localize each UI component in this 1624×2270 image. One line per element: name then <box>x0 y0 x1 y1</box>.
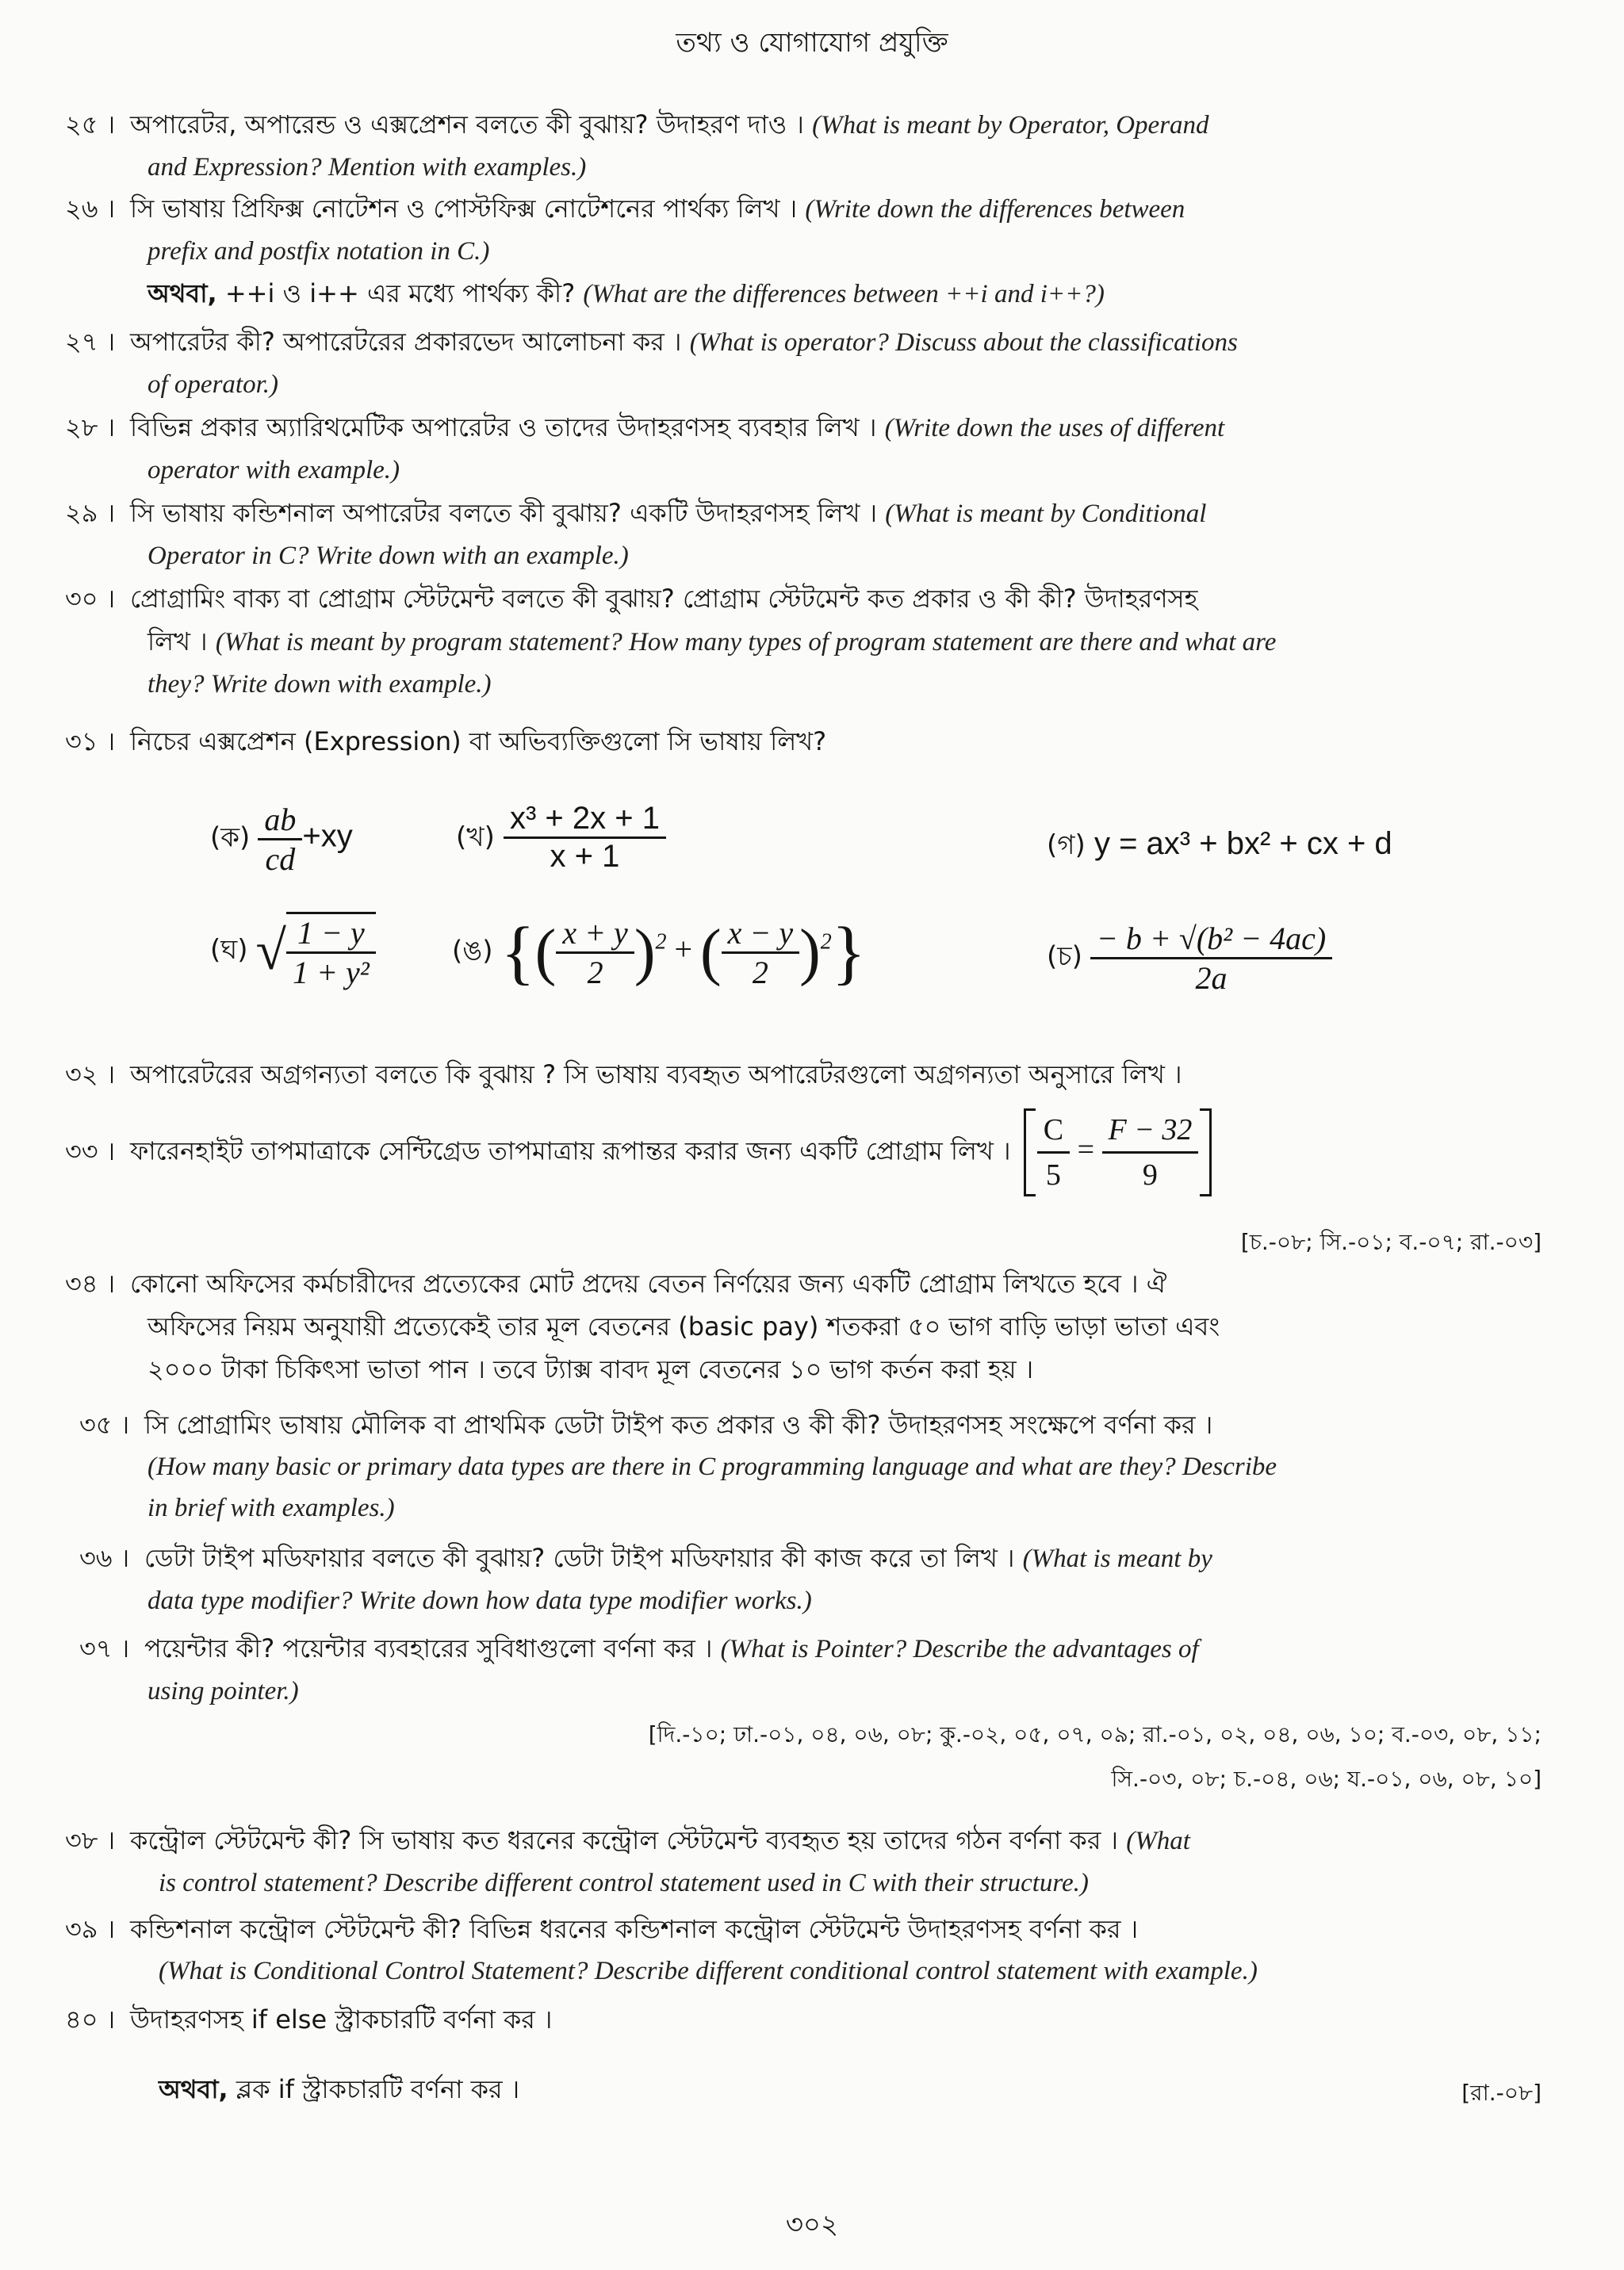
question-text-en: (What is meant by Operator, Operand <box>812 111 1209 140</box>
question-40-alternative <box>159 2068 1459 2111</box>
equals-sign: = <box>1077 1133 1094 1167</box>
denominator: x + 1 <box>550 839 620 874</box>
question-text-en: (What is meant by program statement? How many types of program statement are there and what are <box>215 628 1277 657</box>
question-text-bn: অপারেটরের অগ্রগন্যতা বলতে কি বুঝায় ? সি ভাষায় ব্যবহৃত অপারেটরগুলো অগ্রগন্যতা অনুসারে লিখ । <box>130 1059 1182 1089</box>
question-text-en-cont: operator with example.) <box>147 456 400 484</box>
expression-uma <box>452 912 866 993</box>
numerator: x − y <box>722 914 800 954</box>
page-header: তথ্য ও যোগাযোগ প্রযুক্তি <box>676 27 948 59</box>
item-label: (ঙ) <box>452 935 493 967</box>
numerator: 1 − y <box>286 914 376 954</box>
fraction-f <box>1102 1108 1199 1196</box>
exponent: 2 <box>820 929 832 955</box>
question-number: ২৯ । <box>65 498 116 528</box>
denominator: cd <box>265 841 296 877</box>
question-25 <box>65 103 1540 188</box>
denominator: 2a <box>1195 960 1228 996</box>
question-text-bn: সি ভাষায় প্রিফিক্স নোটেশন ও পোস্টফিক্স নোটেশনের পার্থক্য লিখ । <box>130 193 798 224</box>
question-text-bn: প্রোগ্রামিং বাক্য বা প্রোগ্রাম স্টেটমেন্ট বলতে কী বুঝায়? প্রোগ্রাম স্টেটমেন্ট কত প্রকার ও কী কী? উদাহরণসহ <box>130 584 1198 614</box>
fraction <box>1090 920 1332 997</box>
item-label: (গ) <box>1047 829 1086 861</box>
question-39 <box>65 1908 1540 1992</box>
alt-text-en: (What are the differences between ++i and i++?) <box>583 280 1105 308</box>
question-27 <box>65 320 1540 405</box>
exam-reference: [রা.-০৮] <box>1461 2080 1542 2106</box>
question-text-bn: সি ভাষায় কন্ডিশনাল অপারেটর বলতে কী বুঝায়? একটি উদাহরণসহ লিখ । <box>130 498 878 528</box>
question-text-bn: ফারেনহাইট তাপমাত্রাকে সেন্টিগ্রেড তাপমাত্রায় রূপান্তর করার জন্য একটি প্রোগ্রাম লিখ । <box>130 1135 1011 1166</box>
expression: y = ax³ + bx² + cx + d <box>1094 826 1392 861</box>
fraction-b <box>722 914 800 991</box>
formula-box <box>1024 1108 1212 1196</box>
question-26 <box>65 187 1540 316</box>
question-number: ৩৮ । <box>65 1825 116 1855</box>
alt-label: অথবা, <box>159 2074 228 2104</box>
expression-gha <box>210 912 376 991</box>
question-40 <box>65 1998 1540 2041</box>
question-34 <box>65 1262 1540 1391</box>
page-number: ৩০২ <box>785 2209 839 2241</box>
question-text-en: (What is operator? Discuss about the classifications <box>689 328 1238 357</box>
plus-sign: + <box>674 931 693 967</box>
expression-ga <box>1047 825 1392 870</box>
question-text-bn-cont: অফিসের নিয়ম অনুযায়ী প্রত্যেকেই তার মূল বেতনের (basic pay) শতকরা ৫০ ভাগ বাড়ি ভাড়া ভাতা এবং <box>147 1311 1220 1342</box>
expression-ka <box>210 801 353 878</box>
question-text-en: (What is meant by <box>1022 1545 1212 1573</box>
question-number: ২৬ । <box>65 193 116 224</box>
question-text-en-cont: Operator in C? Write down with an example.) <box>147 542 629 570</box>
fraction-a <box>556 914 634 991</box>
question-number: ২৫ । <box>65 109 116 140</box>
numerator: F − 32 <box>1102 1108 1199 1154</box>
question-36 <box>79 1537 1554 1621</box>
question-text-bn: অপারেটর কী? অপারেটরের প্রকারভেদ আলোচনা কর । <box>130 327 682 357</box>
question-text-bn: কন্ডিশনাল কন্ট্রোল স্টেটমেন্ট কী? বিভিন্ন ধরনের কন্ডিশনাল কন্ট্রোল স্টেটমেন্ট উদাহরণসহ বর্ণনা কর । <box>130 1914 1139 1944</box>
numerator: x³ + 2x + 1 <box>504 801 666 839</box>
question-text-bn: বিভিন্ন প্রকার অ্যারিথমেটিক অপারেটর ও তাদের উদাহরণসহ ব্যবহার লিখ । <box>130 412 877 442</box>
question-text-en: (Write down the differences between <box>805 195 1185 224</box>
item-label: (ক) <box>210 821 251 854</box>
question-text-bn: কোনো অফিসের কর্মচারীদের প্রত্যেকের মোট প্রদেয় বেতন নির্ণয়ের জন্য একটি প্রোগ্রাম লিখতে হবে । ঐ <box>130 1269 1167 1299</box>
question-text-en-cont: data type modifier? Write down how data type modifier works.) <box>147 1587 812 1615</box>
question-text-bn: অপারেটর, অপারেন্ড ও এক্সপ্রেশন বলতে কী বুঝায়? উদাহরণ দাও । <box>130 109 804 140</box>
question-text-en: (Write down the uses of different <box>884 414 1225 442</box>
numerator: ab <box>258 801 302 840</box>
question-number: ৩২ । <box>65 1059 116 1089</box>
fraction <box>258 801 302 878</box>
question-text-bn: উদাহরণসহ if else স্ট্রাকচারটি বর্ণনা কর । <box>130 2004 553 2035</box>
exam-reference-cont: সি.-০৩, ০৮; চ.-০৪, ০৬; য.-০১, ০৬, ০৮, ১০] <box>1111 1766 1542 1792</box>
question-text-bn: নিচের এক্সপ্রেশন (Expression) বা অভিব্যক্তিগুলো সি ভাষায় লিখ? <box>130 726 827 756</box>
exam-reference: [চ.-০৮; সি.-০১; ব.-০৭; রা.-০৩] <box>1240 1229 1542 1255</box>
denominator: 2 <box>587 955 603 990</box>
question-text-en: (What <box>1126 1827 1190 1855</box>
question-text-en-cont: prefix and postfix notation in C.) <box>147 237 490 266</box>
numerator: − b + √(b² − 4ac) <box>1090 920 1332 959</box>
question-text-en: (What is Pointer? Describe the advantages of <box>720 1635 1199 1663</box>
alt-text-bn: ++i ও i++ এর মধ্যে পার্থক্য কী? <box>224 278 576 308</box>
alt-text-bn: ব্লক if স্ট্রাকচারটি বর্ণনা কর । <box>236 2074 520 2104</box>
question-text-en-cont: using pointer.) <box>147 1677 299 1705</box>
paren-open: ( <box>700 917 722 987</box>
exam-reference: [দি.-১০; ঢা.-০১, ০৪, ০৬, ০৮; কু.-০২, ০৫, ০৭, ০৯; রা.-০১, ০২, ০৪, ০৬, ১০; ব.-০৩, ০৮, ১১; <box>648 1721 1542 1747</box>
question-text-en-cont: in brief with examples.) <box>147 1494 395 1522</box>
question-number: ৪০ । <box>65 2004 116 2035</box>
question-text-cont <box>65 620 1540 664</box>
question-30 <box>65 577 1540 705</box>
question-text-bn-cont: ২০০০ টাকা চিকিৎসা ভাতা পান । তবে ট্যাক্স বাবদ মূল বেতনের ১০ ভাগ কর্তন করা হয় । <box>147 1354 1034 1384</box>
sqrt-sign: √ <box>255 921 286 982</box>
item-label: (ঘ) <box>210 934 248 967</box>
question-number: ২৭ । <box>65 327 116 357</box>
question-number: ৩৭ । <box>79 1633 130 1663</box>
question-text-en: (What is Conditional Control Statement? Describe different conditional control statement with example.) <box>159 1957 1258 1985</box>
question-text-en-cont: is control statement? Describe different control statement used in C with their structure.) <box>159 1869 1089 1897</box>
numerator: C <box>1037 1108 1070 1154</box>
question-text-bn-cont: লিখ । <box>147 626 208 657</box>
question-text-en: (What is meant by Conditional <box>885 500 1207 528</box>
alternative-question <box>65 272 1540 316</box>
brace-close: } <box>831 913 866 992</box>
expression-cha <box>1047 920 1332 997</box>
question-number: ৩৫ । <box>79 1410 130 1440</box>
fraction <box>286 912 376 991</box>
question-number: ২৮ । <box>65 412 116 442</box>
question-28 <box>65 406 1540 491</box>
question-33 <box>65 1108 1540 1196</box>
question-text-en-cont: of operator.) <box>147 370 278 399</box>
question-38 <box>65 1819 1540 1904</box>
question-37 <box>79 1627 1554 1712</box>
question-text-en: (How many basic or primary data types are there in C programming language and what are they? Describe <box>147 1453 1277 1481</box>
question-text-bn: ডেটা টাইপ মডিফায়ার বলতে কী বুঝায়? ডেটা টাইপ মডিফায়ার কী কাজ করে তা লিখ । <box>144 1543 1015 1573</box>
question-text-bn: পয়েন্টার কী? পয়েন্টার ব্যবহারের সুবিধাগুলো বর্ণনা কর । <box>144 1633 713 1663</box>
brace-open: { <box>500 913 535 992</box>
question-31 <box>65 720 1540 763</box>
paren-close: ) <box>799 917 821 987</box>
exponent: 2 <box>655 929 667 955</box>
question-number: ৩৬ । <box>79 1543 130 1573</box>
paren-open: ( <box>534 917 557 987</box>
question-text-bn: সি প্রোগ্রামিং ভাষায় মৌলিক বা প্রাথমিক ডেটা টাইপ কত প্রকার ও কী কী? উদাহরণসহ সংক্ষেপে বর্ণনা কর । <box>144 1410 1213 1440</box>
question-number: ৩৩ । <box>65 1135 116 1166</box>
question-number: ৩০ । <box>65 584 116 614</box>
question-number: ৩৪ । <box>65 1269 116 1299</box>
question-number: ৩১ । <box>65 726 116 756</box>
question-35 <box>79 1403 1554 1529</box>
question-29 <box>65 492 1540 576</box>
expression-tail: +xy <box>302 818 353 854</box>
item-label: (খ) <box>456 821 495 854</box>
expression-kha <box>456 801 666 875</box>
paren-close: ) <box>634 917 656 987</box>
question-text-bn: কন্ট্রোল স্টেটমেন্ট কী? সি ভাষায় কত ধরনের কন্ট্রোল স্টেটমেন্ট ব্যবহৃত হয় তাদের গঠন বর্ণনা কর । <box>130 1825 1119 1855</box>
denominator: 5 <box>1045 1158 1061 1192</box>
question-text-en-cont: they? Write down with example.) <box>147 670 492 699</box>
question-32 <box>65 1053 1540 1096</box>
question-text-en-cont: and Expression? Mention with examples.) <box>147 153 587 182</box>
denominator: 9 <box>1142 1158 1158 1192</box>
fraction <box>504 801 666 875</box>
numerator: x + y <box>556 914 634 954</box>
fraction-c <box>1037 1108 1070 1196</box>
denominator: 1 + y² <box>292 955 370 990</box>
denominator: 2 <box>752 955 768 990</box>
item-label: (চ) <box>1047 940 1082 973</box>
alt-label: অথবা, <box>147 278 217 308</box>
question-number: ৩৯ । <box>65 1914 116 1944</box>
